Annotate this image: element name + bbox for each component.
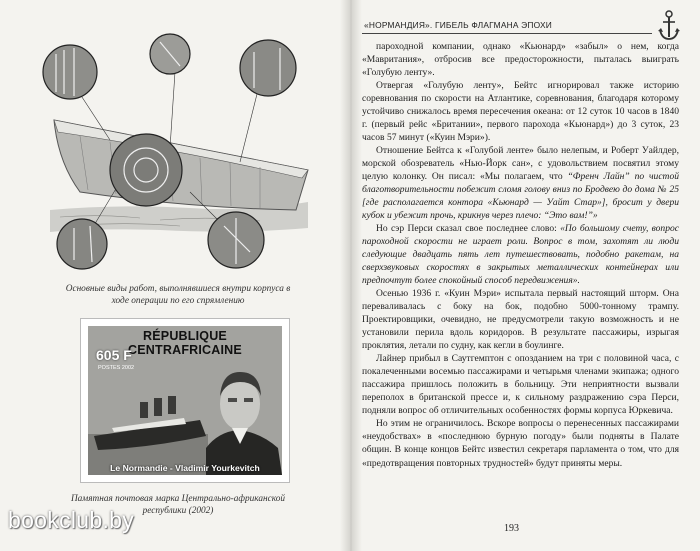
- paragraph: [362, 40, 679, 79]
- stamp-country: RÉPUBLIQUE CENTRAFRICAINE: [128, 329, 242, 357]
- text-run: Но сэр Перси сказал свое последнее слово:: [376, 223, 561, 235]
- watermark: bookclub.by: [8, 507, 135, 533]
- paragraph: [362, 287, 679, 352]
- paragraph: [362, 352, 679, 417]
- text-run: Лайнер прибыл в Саутгемптон с опозданием на три с половиной часа, с покалеченными восемью пассажирами и четырьмя членами экипажа; одного пассажира пришлось положить в больницу. Эти неприятности вызвали переполох в британской прессе и, к сильному раздражению сэра Перси, подняли вопрос об отличительных особенностях формы корпуса Юркевича.: [362, 353, 679, 417]
- figure-caption: Основные виды работ, выполнявшиеся внутри корпуса в ходе операции по его спрямлению: [65, 284, 291, 306]
- paragraph: [362, 417, 679, 469]
- paragraph: [362, 144, 679, 222]
- postage-stamp: [80, 318, 290, 483]
- hull-illustration: [40, 32, 312, 270]
- stamp-caption: Памятная почтовая марка Центрально-африканской республики (2002): [70, 494, 286, 516]
- running-header: «НОРМАНДИЯ». ГИБЕЛЬ ФЛАГМАНА ЭПОХИ: [364, 20, 552, 30]
- stamp-value: 605 F: [96, 347, 132, 363]
- text-run: Отвергая «Голубую ленту», Бейтс игнорировал также историю соревнования по скорости на Атлантике, соревнования, благодаря которому устойчиво снижалось время пересечения океана: от 12 суток 10 часов в 1840 г. (первый рейс «Британии», первого парохода «Кьюнард») до 3 суток, 23 часов 57 минут («Куин Мэри»).: [362, 80, 679, 144]
- paragraph: [362, 79, 679, 144]
- body-text: [362, 40, 679, 470]
- header-rule: [362, 33, 652, 34]
- text-run: «Мы полагаем, что: [479, 171, 568, 183]
- right-page: [356, 0, 700, 551]
- left-page: [0, 0, 345, 551]
- italic-run: «По большому счету, вопрос пароходной скорости не играет роли. Вопрос в том, захотят ли люди следующие двадцать пять лет путешествовать, подобно ракетам, на сверхзвуковых скоростях в закрытых металлических контейнерах или предпочтут более спокойный способ передвижения».: [362, 223, 679, 287]
- paragraph: [362, 222, 679, 287]
- stamp-legend: Le Normandie - Vladimir Yourkevitch: [110, 463, 260, 473]
- text-run: Отношение Бейтса к «Голубой ленте» было нелепым, и Роберт Уайлдер, морской обозреватель «Нью-Йорк сан», с удовольствием посвятил этому целую колонку. Он писал:: [362, 145, 679, 183]
- italic-run: “Френч Лайн” по чистой благотворительности побежит сломя голову вниз по Бродвею до дома № 25 [где располагается контора «Кьюнард — Уайт Стар»], бросит у двери кубок и убежит прочь, крикнув через плечо: “Это вам!”»: [362, 171, 680, 222]
- page-number: 193: [504, 523, 519, 534]
- anchor-icon: [658, 10, 680, 42]
- stamp-postes: POSTES 2002: [98, 365, 135, 371]
- text-run: Но этим не ограничилось. Вскоре вопросы о перенесенных пассажирами «неудобствах» в «последнюю бурную погоду» были подняты в Палате общин. В конце концов Бейтс известил секретаря парламента о том, что для «предотвращения повторных трудностей» будут приняты меры.: [362, 418, 679, 469]
- text-run: пароходной компании, однако «Кьюнард» «забыл» о нем, когда «Мавритания», отбросив все предосторожности, пыталась выиграть «Голубую ленту».: [362, 41, 679, 79]
- text-run: Осенью 1936 г. «Куин Мэри» испытала первый настоящий шторм. Она переваливалась с боку на бок, подобно 5000-тонному трампу. Проектировщики, очевидно, не предусмотрели такую возможность и не установили перила вдоль коридоров. В результате пассажиры, изрыгая проклятия, летали по судну, как кегли в боулинге.: [362, 288, 679, 352]
